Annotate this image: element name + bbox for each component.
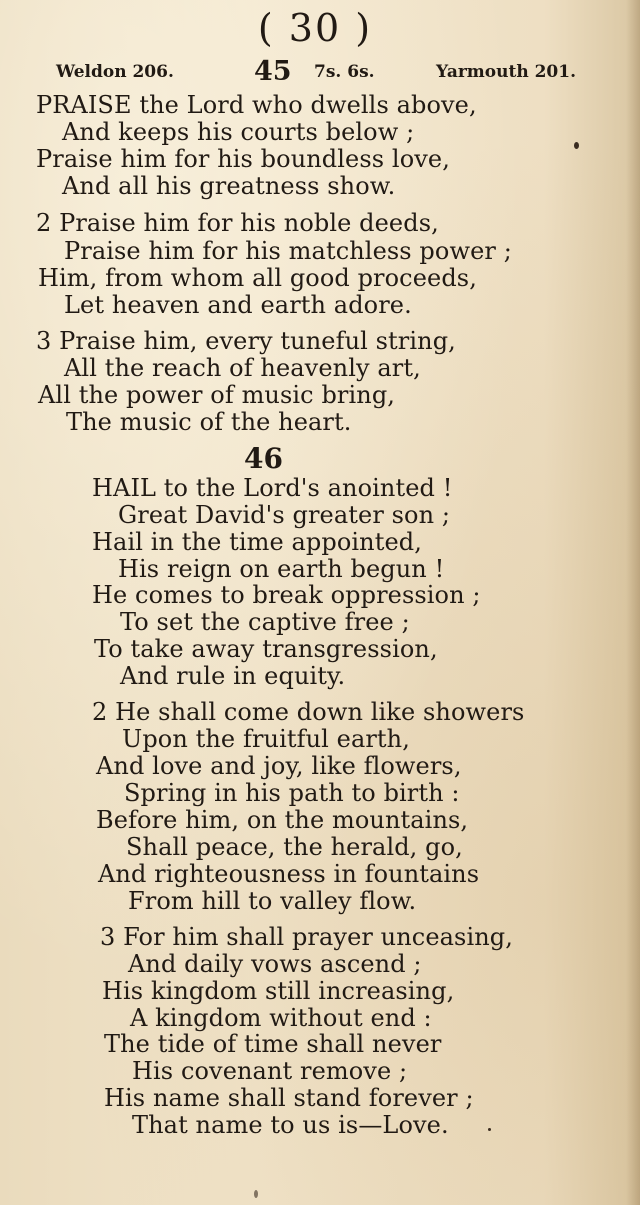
ink-speck <box>254 1190 258 1198</box>
verse-line: Upon the fruitful earth, <box>122 725 410 753</box>
verse-line: Spring in his path to birth : <box>124 779 460 807</box>
verse-line: Before him, on the mountains, <box>96 806 469 834</box>
page-number: ( 30 ) <box>257 6 373 50</box>
verse-line: And daily vows ascend ; <box>128 950 422 978</box>
verse-line: And love and joy, like flowers, <box>96 752 462 780</box>
verse-line: To take away transgression, <box>94 635 438 663</box>
verse-line: To set the captive free ; <box>120 608 410 636</box>
tune-name-right: Yarmouth 201. <box>436 62 577 82</box>
verse-line: Great David's greater son ; <box>118 501 451 529</box>
verse-line: And keeps his courts below ; <box>62 118 415 146</box>
meter-label: 7s. 6s. <box>314 62 375 82</box>
verse-line: That name to us is—Love. <box>132 1111 449 1139</box>
verse-line: 3 For him shall prayer unceasing, <box>100 923 513 951</box>
verse-line: 3 Praise him, every tuneful string, <box>36 327 456 355</box>
verse-line: And rule in equity. <box>120 662 346 690</box>
ink-speck <box>574 142 579 149</box>
verse-line: Hail in the time appointed, <box>92 528 422 556</box>
verse-line: His kingdom still increasing, <box>102 977 455 1005</box>
verse-line: Praise him for his boundless love, <box>36 145 450 173</box>
verse-line: A kingdom without end : <box>130 1004 432 1032</box>
verse-line: All the reach of heavenly art, <box>64 354 421 382</box>
verse-line: He comes to break oppression ; <box>92 581 481 609</box>
verse-line: The tide of time shall never <box>104 1030 442 1058</box>
tune-name-left: Weldon 206. <box>56 62 174 82</box>
ink-speck <box>488 1128 491 1131</box>
verse-line: HAIL to the Lord's anointed ! <box>92 474 453 502</box>
verse-line: His covenant remove ; <box>132 1057 408 1085</box>
hymn-number: 46 <box>244 442 283 475</box>
verse-line: From hill to valley flow. <box>128 887 417 915</box>
verse-line: All the power of music bring, <box>38 381 396 409</box>
verse-line: The music of the heart. <box>66 408 352 436</box>
verse-line: Let heaven and earth adore. <box>64 291 412 319</box>
verse-line: PRAISE the Lord who dwells above, <box>36 91 477 119</box>
verse-line: And all his greatness show. <box>62 172 396 200</box>
verse-line: 2 He shall come down like showers <box>92 698 525 726</box>
verse-line: Shall peace, the herald, go, <box>126 833 463 861</box>
verse-line: And righteousness in fountains <box>98 860 480 888</box>
verse-line: Praise him for his matchless power ; <box>64 237 512 265</box>
verse-line: Him, from whom all good proceeds, <box>38 264 477 292</box>
verse-line: His name shall stand forever ; <box>104 1084 474 1112</box>
hymn-number-header: 45 <box>254 56 292 87</box>
verse-line: His reign on earth begun ! <box>118 555 445 583</box>
verse-line: 2 Praise him for his noble deeds, <box>36 209 439 237</box>
